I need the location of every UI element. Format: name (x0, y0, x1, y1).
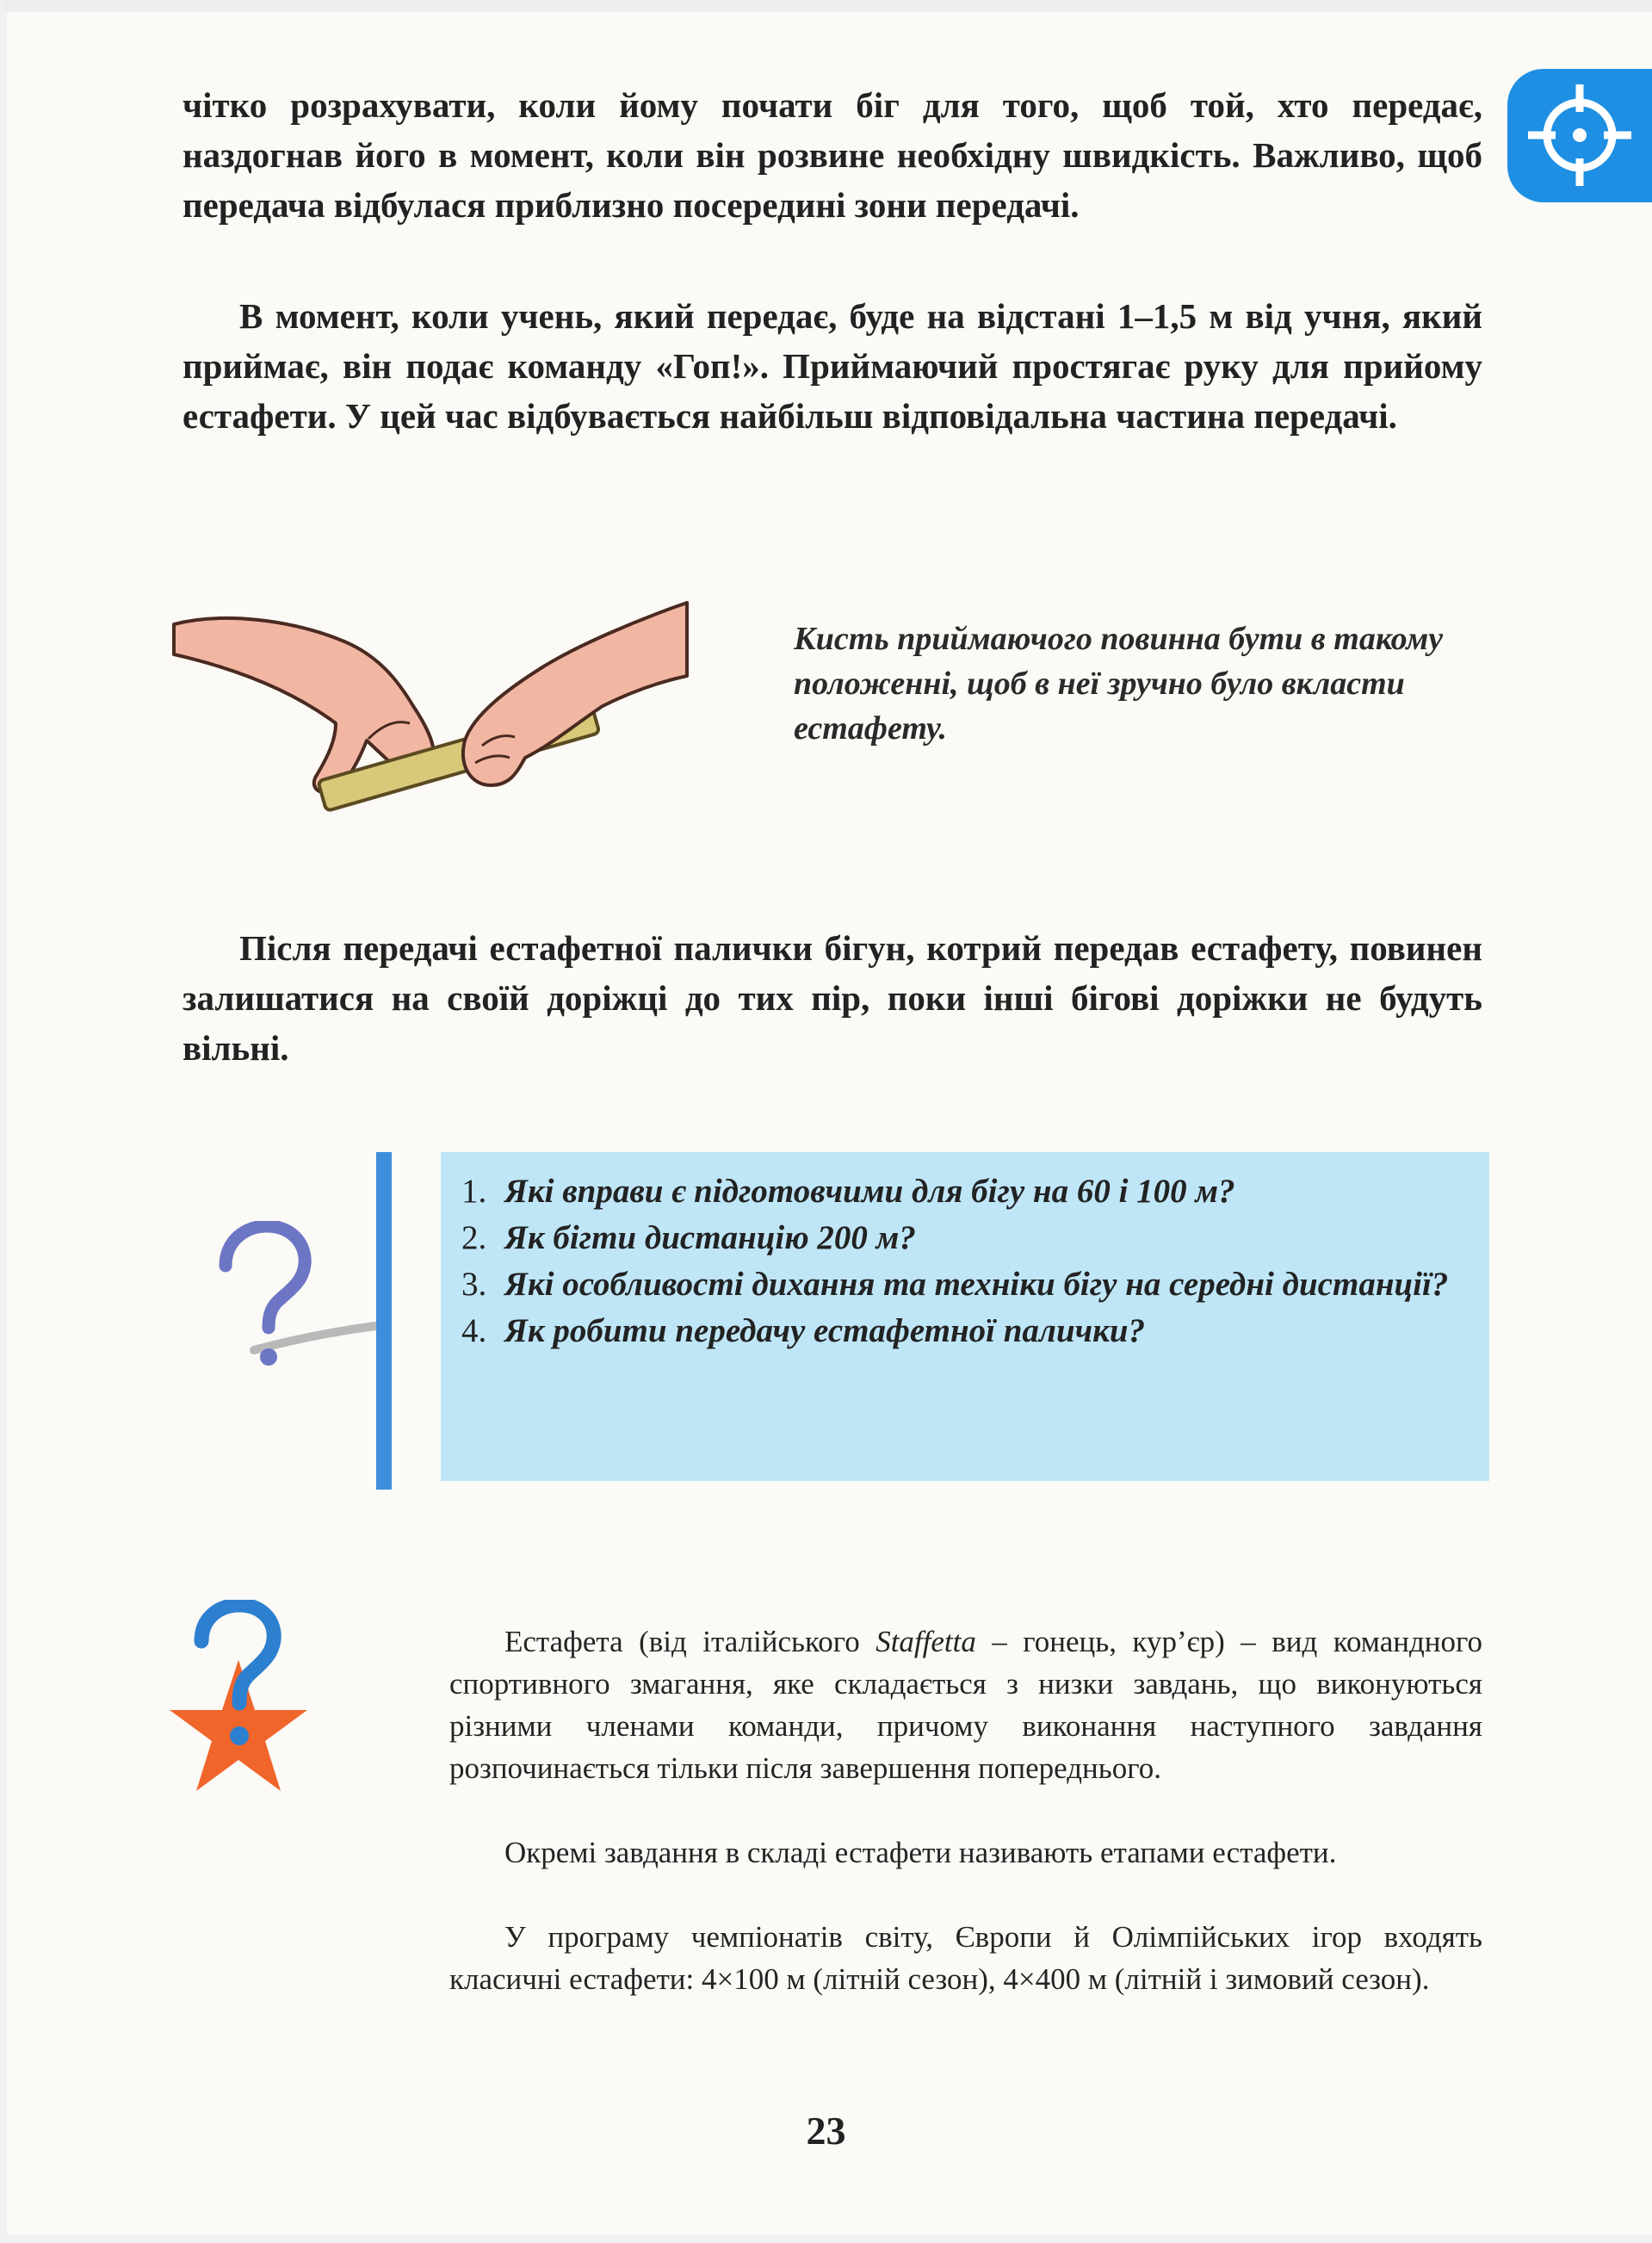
info-paragraph-2-text: Окремі завдання в складі естафети називають етапами естафети. (504, 1836, 1337, 1869)
baton-pass-hands-illustration (172, 594, 689, 835)
info-paragraph-1 (449, 1620, 1482, 1789)
illustration-caption: Кисть приймаючого повинна бути в такому положенні, щоб в неї зручно було вкласти естафету. (794, 621, 1444, 747)
info-paragraph-1-rest: – гонець, кур’єр) – вид командного спортивного змагання, яке складається з низки завдань, що виконуються різними членами команди, причому виконання наступного завдання розпочинається тільки після завершення попереднього. (449, 1625, 1482, 1785)
body-paragraph-2 (183, 291, 1482, 441)
info-paragraph-3 (449, 1916, 1482, 2000)
questions-list (455, 1168, 1470, 1354)
question-number: 2. (461, 1219, 487, 1256)
page-number: 23 (806, 2109, 846, 2153)
questions-accent-bar (376, 1152, 392, 1490)
question-number: 3. (461, 1266, 487, 1303)
question-item (455, 1261, 1470, 1308)
question-text: Як робити передачу естафетної палички? (504, 1312, 1146, 1349)
info-paragraph-3-text: У програму чемпіонатів світу, Європи й Олімпійських ігор входять класичні естафети: 4×100 м (літній сезон), 4×400 м (літній і зимовий сезон). (449, 1920, 1482, 1996)
section-tab (1507, 69, 1652, 202)
body-paragraph-3 (183, 923, 1482, 1073)
question-item (455, 1168, 1470, 1215)
question-item (455, 1215, 1470, 1261)
body-paragraph-1: чітко розрахувати, коли йому почати біг для того, щоб той, хто передає, наздогнав його в момент, коли він розвине необхідну швидкість. Важливо, щоб передача відбулася приблизно посередині зони передачі. (183, 85, 1482, 225)
info-paragraph-1-start: Естафета (від італійського (504, 1625, 876, 1658)
question-text: Як бігти дистанцію 200 м? (504, 1219, 916, 1256)
question-text: Які вправи є підготовчими для бігу на 60 і 100 м? (504, 1173, 1235, 1210)
info-term-staffetta: Staffetta (875, 1625, 976, 1658)
question-item (455, 1308, 1470, 1354)
body-paragraph-2-text: В момент, коли учень, який передає, буде на відстані 1–1,5 м від учня, який приймає, він подає команду «Гоп!». Приймаючий простягає руку для прийому естафети. У цей час відбувається найбільш відповідальна частина передачі. (183, 296, 1482, 436)
info-paragraph-2 (449, 1831, 1482, 1874)
target-crosshair-icon (1519, 79, 1640, 191)
question-number: 4. (461, 1312, 487, 1349)
question-number: 1. (461, 1173, 487, 1210)
question-mark-icon (207, 1221, 379, 1376)
question-text: Які особливості дихання та техніки бігу на середні дистанції? (504, 1266, 1449, 1303)
star-question-icon (165, 1600, 312, 1806)
body-paragraph-3-text: Після передачі естафетної палички бігун, котрий передав естафету, повинен залишатися на своїй доріжці до тих пір, поки інші бігові доріжки не будуть вільні. (183, 928, 1482, 1068)
